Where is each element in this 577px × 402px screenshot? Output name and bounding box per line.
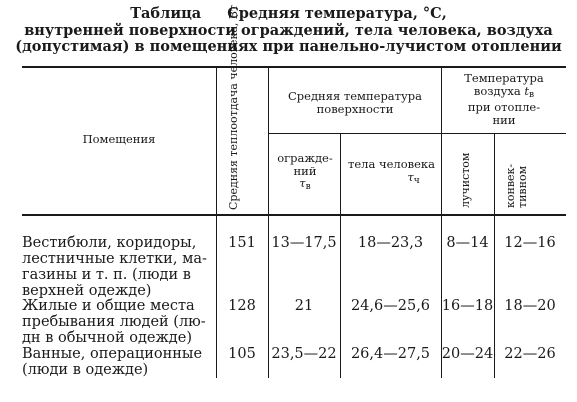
title-line-3: (допустимая) в помещениях при панельно-лучистом отоплении — [15, 38, 562, 55]
table-title — [0, 6, 577, 56]
table-row-room: Ванные, операционные (люди в одежде) — [22, 346, 203, 378]
header-fence: огражде- ний $\tau_в$ — [277, 151, 333, 192]
header-radiant: лучистом — [459, 152, 472, 208]
header-body: тела человека $\tau_ч$ — [348, 157, 435, 186]
table-cell-convective: 22—26 — [504, 346, 556, 362]
title-line-2: внутренней поверхности ограждений, тела человека, воздуха — [24, 21, 553, 39]
header-air: Температура воздуха $t_в$ при отопле- нии — [464, 71, 544, 127]
header-bottom-rule — [22, 214, 566, 216]
header-surface: Средняя температура поверхности — [287, 89, 423, 116]
table-top-rule — [22, 66, 566, 68]
col-divider-5 — [494, 134, 495, 378]
table-cell-heat: 128 — [228, 298, 256, 314]
table-cell-heat: 105 — [228, 346, 256, 362]
subheader-rule-air — [441, 133, 566, 134]
subheader-rule-surface — [269, 133, 441, 134]
table-cell-fence: 23,5—22 — [271, 346, 337, 362]
table-row-room: Вестибюли, коридоры, лестничные клетки, ма- газины и т. п. (люди в верхней одежде) — [22, 235, 207, 299]
header-rooms: Помещения — [82, 132, 156, 146]
table-cell-radiant: 16—18 — [441, 298, 494, 314]
col-divider-1 — [216, 66, 217, 378]
table-label: Таблица — [130, 5, 202, 22]
title-line-1: Средняя температура, °С, — [227, 5, 447, 22]
table-cell-heat: 151 — [228, 235, 256, 251]
header-heat-output: Средняя теплоотдача человека, Вт — [227, 4, 240, 210]
header-convective: конвек- тивном — [504, 163, 529, 208]
col-divider-2 — [268, 66, 269, 378]
table-cell-body: 24,6—25,6 — [350, 298, 431, 314]
table-cell-radiant: 8—14 — [446, 235, 489, 251]
col-divider-3 — [340, 134, 341, 378]
table-cell-convective: 12—16 — [504, 235, 556, 251]
table-cell-radiant: 20—24 — [441, 346, 494, 362]
table-row-room: Жилые и общие места пребывания людей (лю- дн в обычной одежде) — [22, 298, 206, 346]
table-cell-convective: 18—20 — [504, 298, 556, 314]
table-cell-body: 26,4—27,5 — [350, 346, 431, 362]
table-cell-fence: 21 — [294, 298, 314, 314]
table-cell-body: 18—23,3 — [357, 235, 424, 251]
table-cell-fence: 13—17,5 — [271, 235, 337, 251]
